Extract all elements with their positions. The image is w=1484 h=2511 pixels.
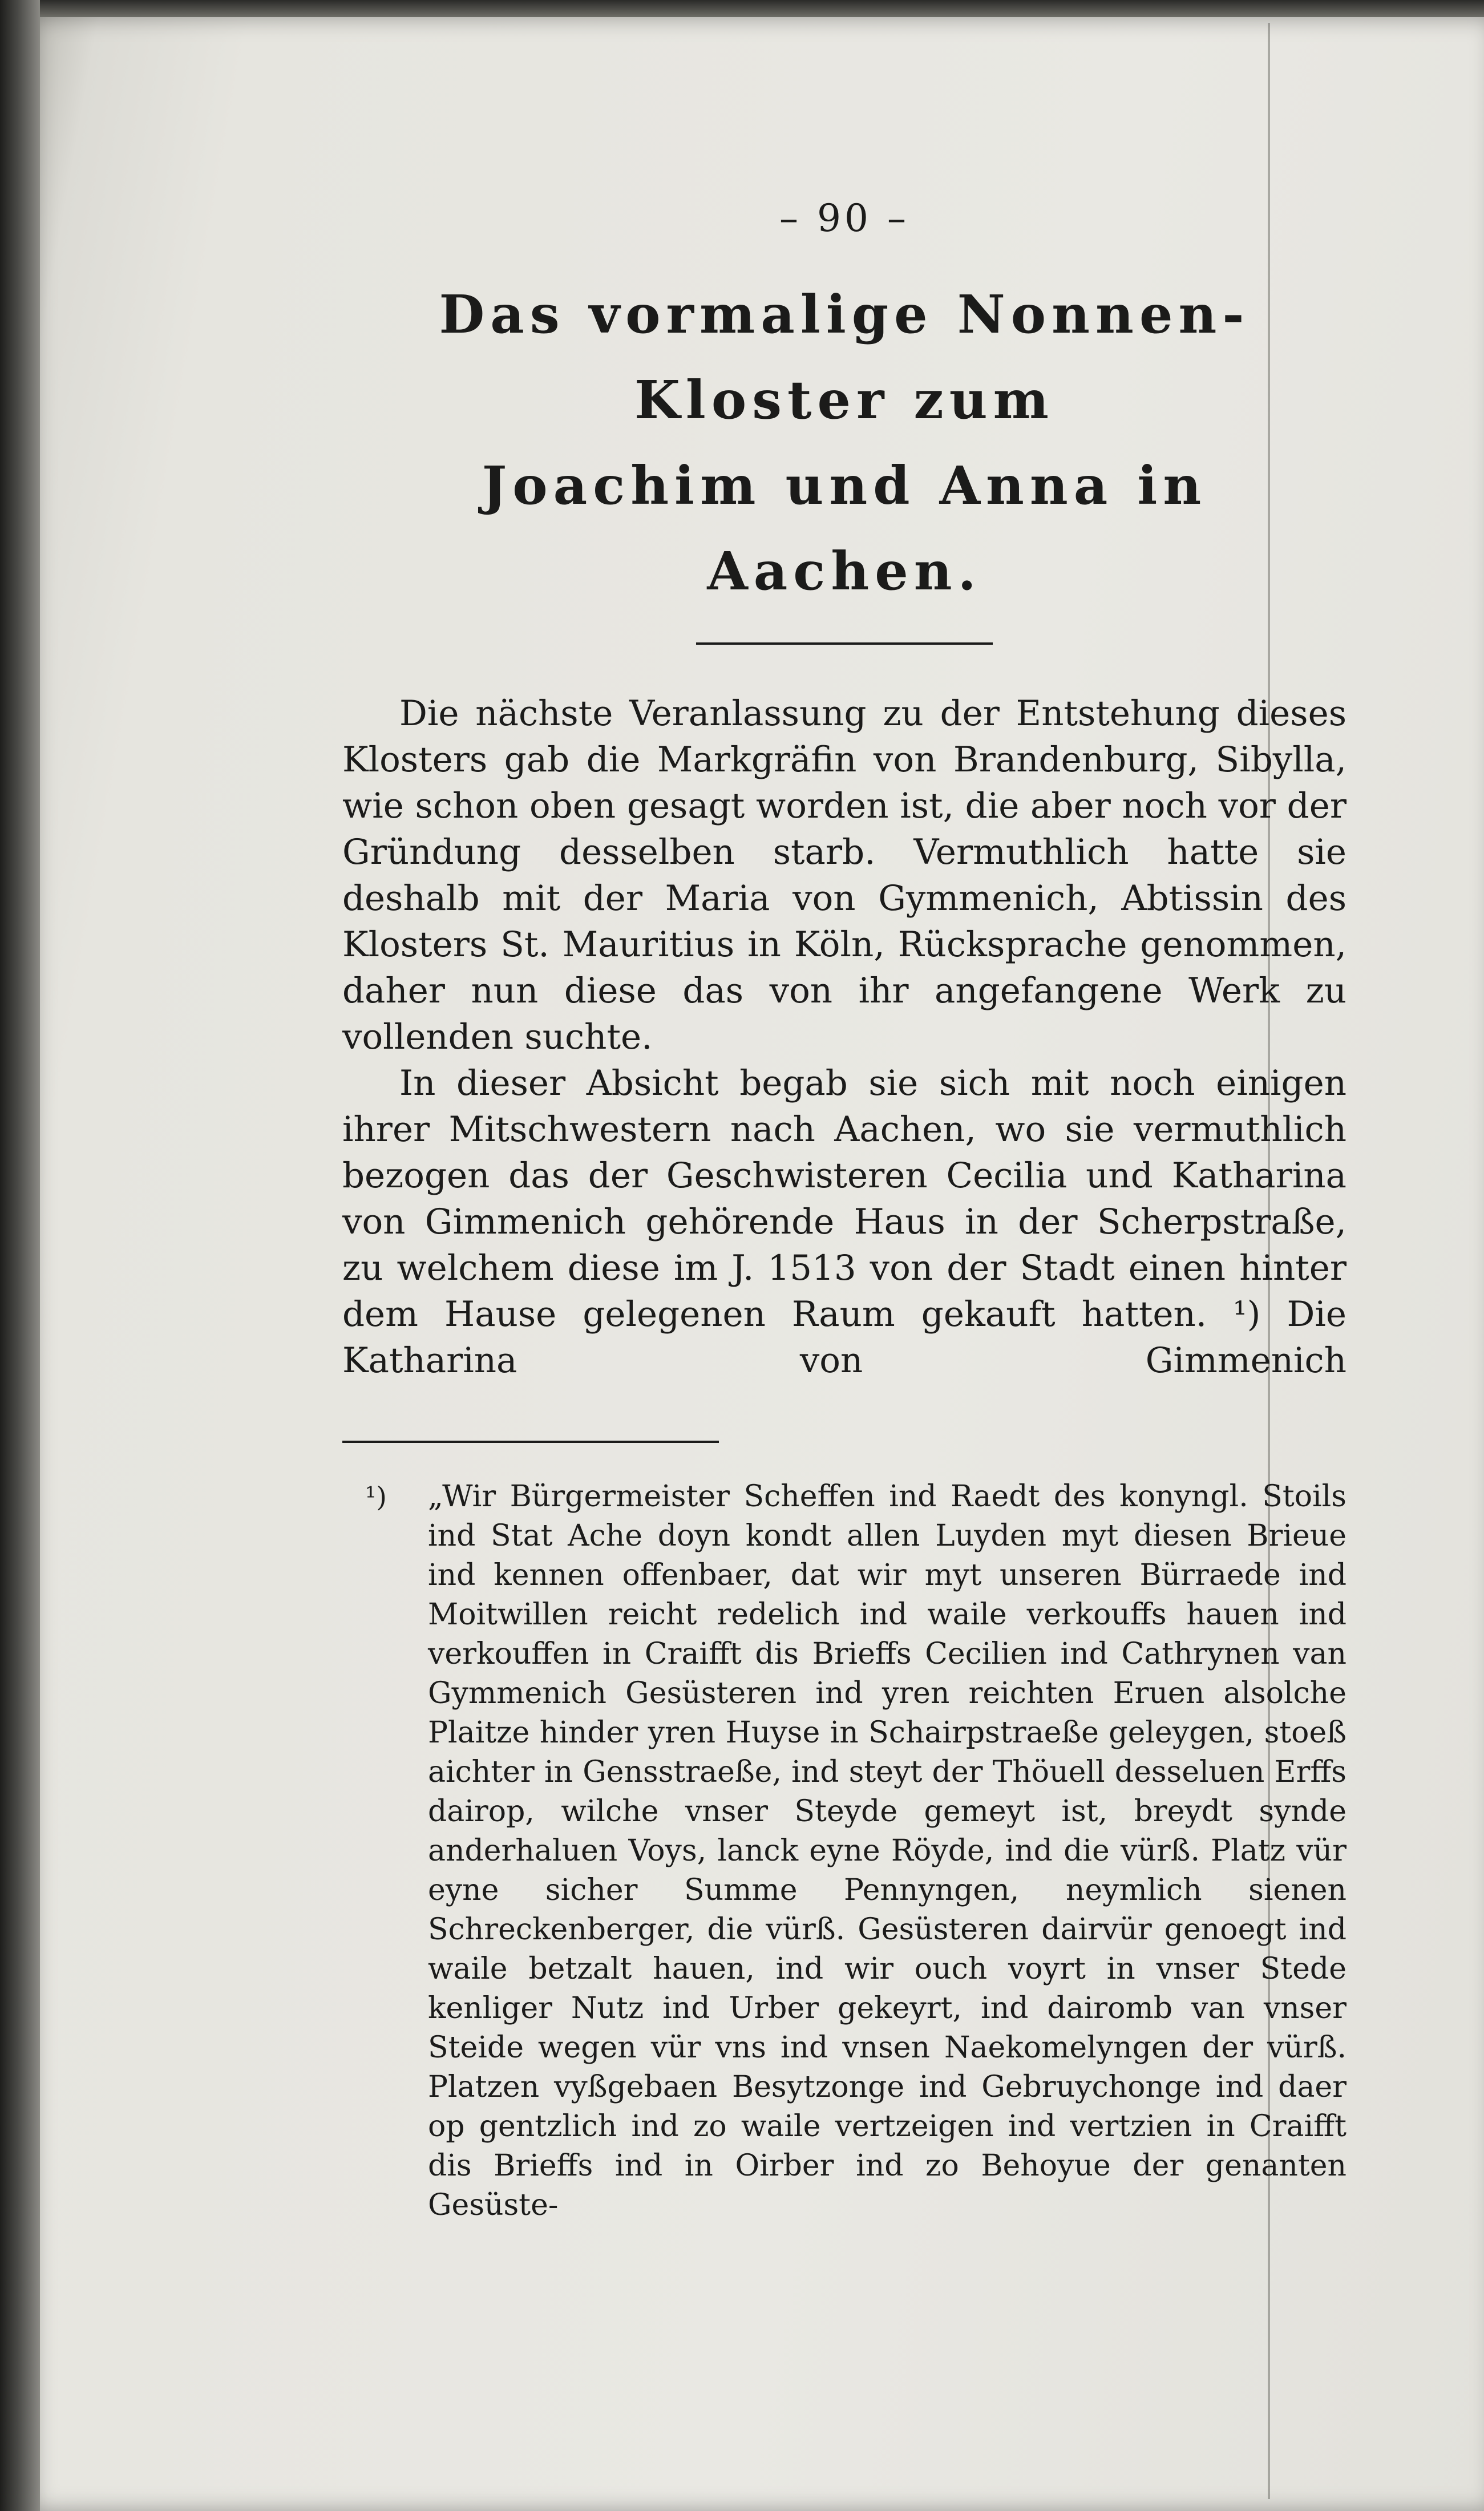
title-separator-rule <box>696 642 993 645</box>
footnote-separator-rule <box>342 1441 719 1443</box>
page-content <box>342 196 1346 2225</box>
book-top-edge <box>0 0 1484 19</box>
book-spine-shadow <box>0 0 40 2511</box>
footnote-text: „Wir Bürgermeister Scheffen ind Raedt des konyngl. Stoils ind Stat Ache doyn kondt allen Luyden myt diesen Brieue ind kennen offenbaer, dat wir myt unseren Bürraede ind Moitwillen reicht redelich ind waile verkouffs hauen ind verkouffen in Craifft dis Brieffs Cecilien ind Cathrynen van Gymmenich Gesüsteren ind yren reichten Eruen alsolche Plaitze hinder yren Huyse in Schairpstraeße geleygen, stoeß aichter in Gensstraeße, ind steyt der Thöuell desseluen Erffs dairop, wilche vnser Steyde gemeyt ist, breydt synde anderhaluen Voys, lanck eyne Röyde, ind die vürß. Platz vür eyne sicher Summe Pennyngen, neymlich sienen Schreckenberger, die vürß. Gesüsteren dairvür genoegt ind waile betzalt hauen, ind wir ouch voyrt in vnser Stede kenliger Nutz ind Urber gekeyrt, ind dairomb van vnser Steide wegen vür vns ind vnsen Naekomelyngen der vürß. Platzen vyßgebaen Besytzonge ind Gebruychonge ind daer op gentzlich ind zo waile vertzeigen ind vertzien in Craifft dis Brieffs ind in Oirber ind zo Behoyue der genanten Gesüste- <box>428 1479 1346 2222</box>
paragraph: In dieser Absicht begab sie sich mit noch einigen ihrer Mitschwestern nach Aachen, wo sie vermuthlich bezogen das der Geschwisteren Cecilia und Katharina von Gimmenich gehörende Haus in der Scherpstraße, zu welchem diese im J. 1513 von der Stadt einen hinter dem Hause gelegenen Raum gekauft hatten. ¹) Die Katharina von Gimmenich <box>342 1063 1346 1381</box>
paragraph: Die nächste Veranlassung zu der Entstehung dieses Klosters gab die Markgräfin von Brandenburg, Sibylla, wie schon oben gesagt worden ist, die aber noch vor der Gründung desselben starb. Vermuthlich hatte sie deshalb mit der Maria von Gymmenich, Abtissin des Klosters St. Mauritius in Köln, Rücksprache genommen, daher nun diese das von ihr angefangene Werk zu vollenden suchte. <box>342 693 1346 1057</box>
body-text <box>342 690 1346 1384</box>
chapter-title-line-2: Joachim und Anna in Aachen. <box>482 455 1207 602</box>
footnote-mark: ¹) <box>365 1481 387 1513</box>
chapter-title <box>342 272 1346 614</box>
page-number: – 90 – <box>779 196 909 240</box>
chapter-title-line-1: Das vormalige Nonnen-Kloster zum <box>439 284 1250 431</box>
footnote <box>342 1477 1346 2225</box>
